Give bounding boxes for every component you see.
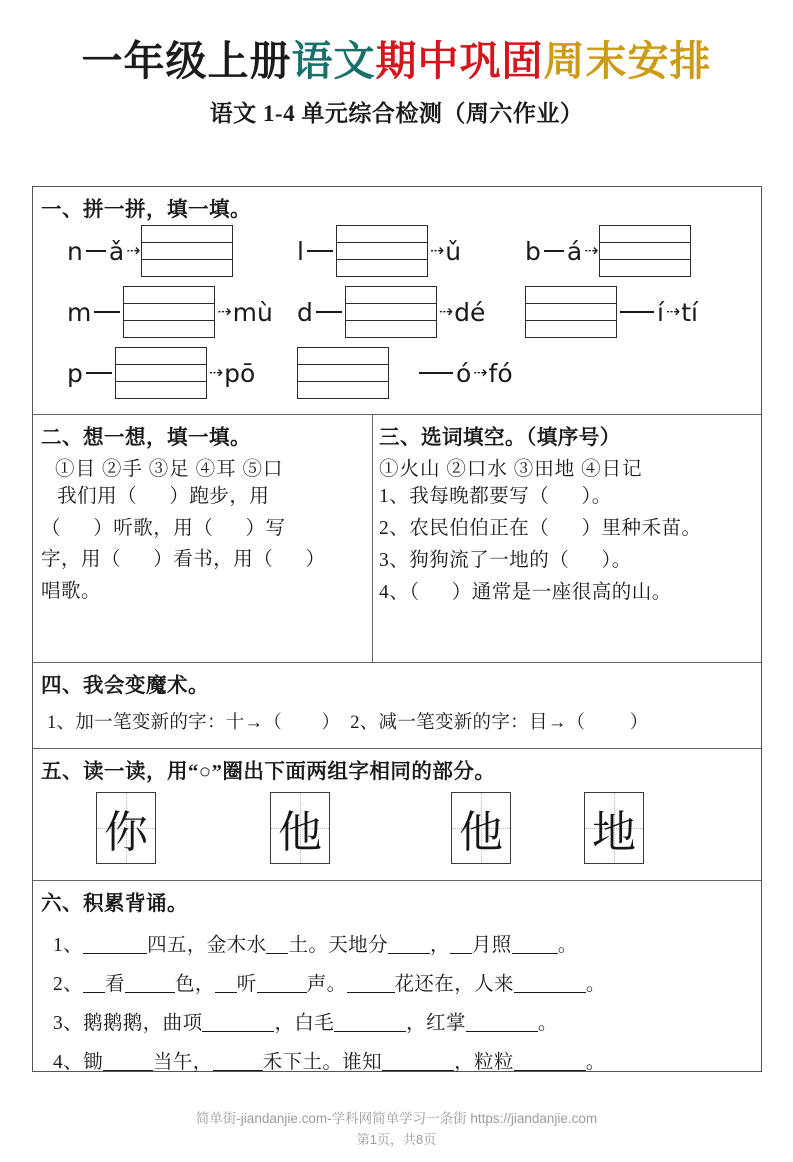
pinyin-item-2-1	[67, 284, 273, 340]
recite-text: 。	[585, 974, 606, 995]
recite-line-number: 3、	[53, 1013, 84, 1034]
recite-line-number: 2、	[53, 974, 84, 995]
pinyin-item-1-1	[67, 223, 233, 279]
pinyin-letter: ǎ	[108, 236, 125, 266]
character-box-row	[33, 786, 761, 872]
pinyin-letter: á	[566, 236, 583, 266]
link-dash	[419, 372, 453, 374]
dotted-arrow-icon: ⇢	[429, 241, 444, 261]
title-part-subject: 语文	[291, 38, 376, 84]
section-6-heading: 六、积累背诵。	[41, 893, 188, 915]
character-glyph: 地	[592, 808, 636, 857]
character-glyph: 他	[278, 808, 322, 857]
recite-text: 。	[557, 935, 578, 956]
recite-text: 土。天地分	[288, 935, 388, 956]
character-glyph: 你	[104, 808, 148, 857]
recite-line	[33, 968, 761, 996]
section-2-line-2: （ ）听歌，用（ ）写	[41, 517, 286, 539]
section-5-heading: 五、读一读，用“○”圈出下面两组字相同的部分。	[41, 761, 496, 783]
pinyin-write-box[interactable]	[599, 225, 691, 277]
section-pinyin	[33, 187, 761, 415]
dotted-arrow-icon: ⇢	[665, 302, 680, 322]
dotted-arrow-icon: ⇢	[473, 363, 487, 383]
answer-blank[interactable]	[83, 934, 147, 954]
recite-text: ，	[429, 935, 450, 956]
answer-blank[interactable]	[450, 934, 472, 954]
pinyin-write-box[interactable]	[297, 347, 389, 399]
section-2-line-1: 我们用（ ）跑步，用	[41, 486, 270, 507]
answer-blank[interactable]	[514, 1051, 586, 1071]
answer-blank[interactable]	[125, 973, 175, 993]
answer-blank[interactable]	[213, 1051, 263, 1071]
pinyin-result: tí	[681, 297, 698, 327]
recite-line	[33, 1007, 761, 1035]
section-2-line-4: 唱歌。	[41, 580, 102, 602]
recite-text: 月照	[471, 935, 512, 956]
pinyin-letter: ó	[456, 358, 472, 388]
footer-site-text: 简单街-jiandanjie.com-学科网简单学习一条街 https://jiandanjie.com	[195, 1111, 598, 1126]
pinyin-result: pō	[224, 358, 256, 388]
answer-blank[interactable]	[514, 973, 586, 993]
dotted-arrow-icon: ⇢	[438, 302, 453, 322]
recite-text: 声。	[306, 974, 347, 995]
recite-text: 。	[585, 1052, 606, 1073]
pinyin-row-1	[33, 223, 761, 279]
section-3-line-2: 2、农民伯伯正在（ ）里种禾苗。	[379, 517, 702, 539]
page-title	[0, 40, 793, 83]
section-2-options: ①目 ②手 ③足 ④耳 ⑤口	[55, 459, 284, 480]
pinyin-item-3-2	[297, 345, 513, 401]
link-dash	[307, 250, 333, 252]
pinyin-item-1-3	[525, 223, 691, 279]
pinyin-result: dé	[454, 297, 486, 327]
character-box[interactable]	[451, 792, 511, 864]
link-dash	[544, 250, 564, 252]
recite-text: 四五，金木水	[147, 935, 267, 956]
pinyin-write-box[interactable]	[345, 286, 437, 338]
pinyin-item-2-2	[297, 284, 485, 340]
link-dash	[620, 311, 654, 313]
footer-page-number: 第1页，共8页	[356, 1132, 437, 1147]
answer-blank[interactable]	[388, 934, 430, 954]
recite-line-number: 1、	[53, 935, 84, 956]
pinyin-letter: í	[657, 297, 664, 327]
pinyin-write-box[interactable]	[525, 286, 617, 338]
section-word-choice	[373, 415, 761, 662]
recite-text: 。	[537, 1013, 558, 1034]
answer-blank[interactable]	[266, 934, 288, 954]
recite-text: 色，	[174, 974, 215, 995]
recite-text: 花还在，人来	[394, 974, 514, 995]
pinyin-result: fó	[488, 358, 513, 388]
pinyin-result: ǔ	[445, 236, 462, 266]
answer-blank[interactable]	[202, 1012, 274, 1032]
recite-line	[33, 1046, 761, 1074]
answer-blank[interactable]	[382, 1051, 454, 1071]
pinyin-write-box[interactable]	[123, 286, 215, 338]
section-2-heading: 二、想一想，填一填。	[41, 427, 251, 449]
character-glyph: 他	[459, 808, 503, 857]
title-part-weekend: 周末安排	[543, 38, 712, 84]
recite-text: ，红掌	[406, 1013, 466, 1034]
answer-blank[interactable]	[215, 973, 237, 993]
pinyin-result: mù	[232, 297, 273, 327]
section-3-heading: 三、选词填空。（填序号）	[379, 427, 621, 449]
recite-line	[33, 929, 761, 957]
pinyin-write-box[interactable]	[336, 225, 428, 277]
pinyin-letter: d	[297, 297, 313, 327]
pinyin-row-3	[33, 345, 761, 401]
title-part-grade: 一年级上册	[81, 38, 292, 84]
answer-blank[interactable]	[103, 1051, 153, 1071]
dotted-arrow-icon: ⇢	[208, 363, 223, 383]
title-part-midterm: 期中巩固	[375, 38, 544, 84]
recite-text: 禾下土。谁知	[262, 1052, 383, 1073]
character-box[interactable]	[96, 792, 156, 864]
link-dash	[86, 372, 112, 374]
section-3-line-1: 1、我每晚都要写（ ）。	[379, 486, 612, 507]
dotted-arrow-icon: ⇢	[217, 302, 231, 322]
answer-blank[interactable]	[83, 973, 105, 993]
pinyin-letter: p	[67, 358, 83, 388]
section-fill-body-parts	[33, 415, 373, 662]
page-footer	[0, 1107, 793, 1148]
recite-text: 听	[236, 974, 257, 995]
answer-blank[interactable]	[512, 934, 558, 954]
section-2-line-3: 字，用（ ）看书，用（ ）	[41, 549, 326, 571]
dotted-arrow-icon: ⇢	[584, 241, 598, 261]
section-4-heading: 四、我会变魔术。	[41, 675, 209, 697]
section-4-line: 1、加一笔变新的字：十→（ ） 2、减一笔变新的字：目→（ ）	[47, 713, 649, 733]
pinyin-letter: l	[297, 236, 304, 266]
pinyin-row-2	[33, 284, 761, 340]
pinyin-item-1-2	[297, 223, 461, 279]
recite-line-number: 4、	[53, 1052, 84, 1073]
link-dash	[86, 250, 106, 252]
recite-text: ，白毛	[274, 1013, 335, 1034]
dotted-arrow-icon: ⇢	[126, 241, 140, 261]
section-two-column	[33, 415, 761, 663]
section-magic-strokes	[33, 663, 761, 749]
answer-blank[interactable]	[466, 1012, 538, 1032]
section-recitation	[33, 881, 761, 1071]
section-3-line-3: 3、狗狗流了一地的（ ）。	[379, 549, 632, 571]
pinyin-letter: m	[67, 297, 92, 327]
answer-blank[interactable]	[257, 973, 307, 993]
pinyin-letter: b	[525, 236, 541, 266]
answer-blank[interactable]	[334, 1012, 406, 1032]
recite-text: 锄	[83, 1052, 103, 1073]
page-subtitle: 语文 1-4 单元综合检测（周六作业）	[209, 101, 584, 127]
worksheet-table	[32, 186, 762, 1072]
section-circle-radicals	[33, 749, 761, 881]
character-box[interactable]	[270, 792, 330, 864]
answer-blank[interactable]	[347, 973, 395, 993]
link-dash	[94, 311, 120, 313]
character-box[interactable]	[584, 792, 644, 864]
section-3-options: ①火山 ②口水 ③田地 ④日记	[379, 459, 643, 480]
pinyin-letter: n	[67, 236, 83, 266]
recite-text: 鹅鹅鹅，曲项	[83, 1013, 203, 1034]
section-1-heading: 一、拼一拼，填一填。	[41, 199, 251, 221]
link-dash	[316, 311, 342, 313]
recite-text: 看	[105, 974, 125, 995]
recite-text: ，粒粒	[454, 1052, 514, 1073]
pinyin-write-box[interactable]	[141, 225, 233, 277]
section-3-line-4: 4、（ ）通常是一座很高的山。	[379, 581, 672, 603]
pinyin-item-2-3	[525, 284, 698, 340]
pinyin-write-box[interactable]	[115, 347, 207, 399]
recite-text: 当午，	[152, 1052, 213, 1073]
pinyin-item-3-1	[67, 345, 255, 401]
